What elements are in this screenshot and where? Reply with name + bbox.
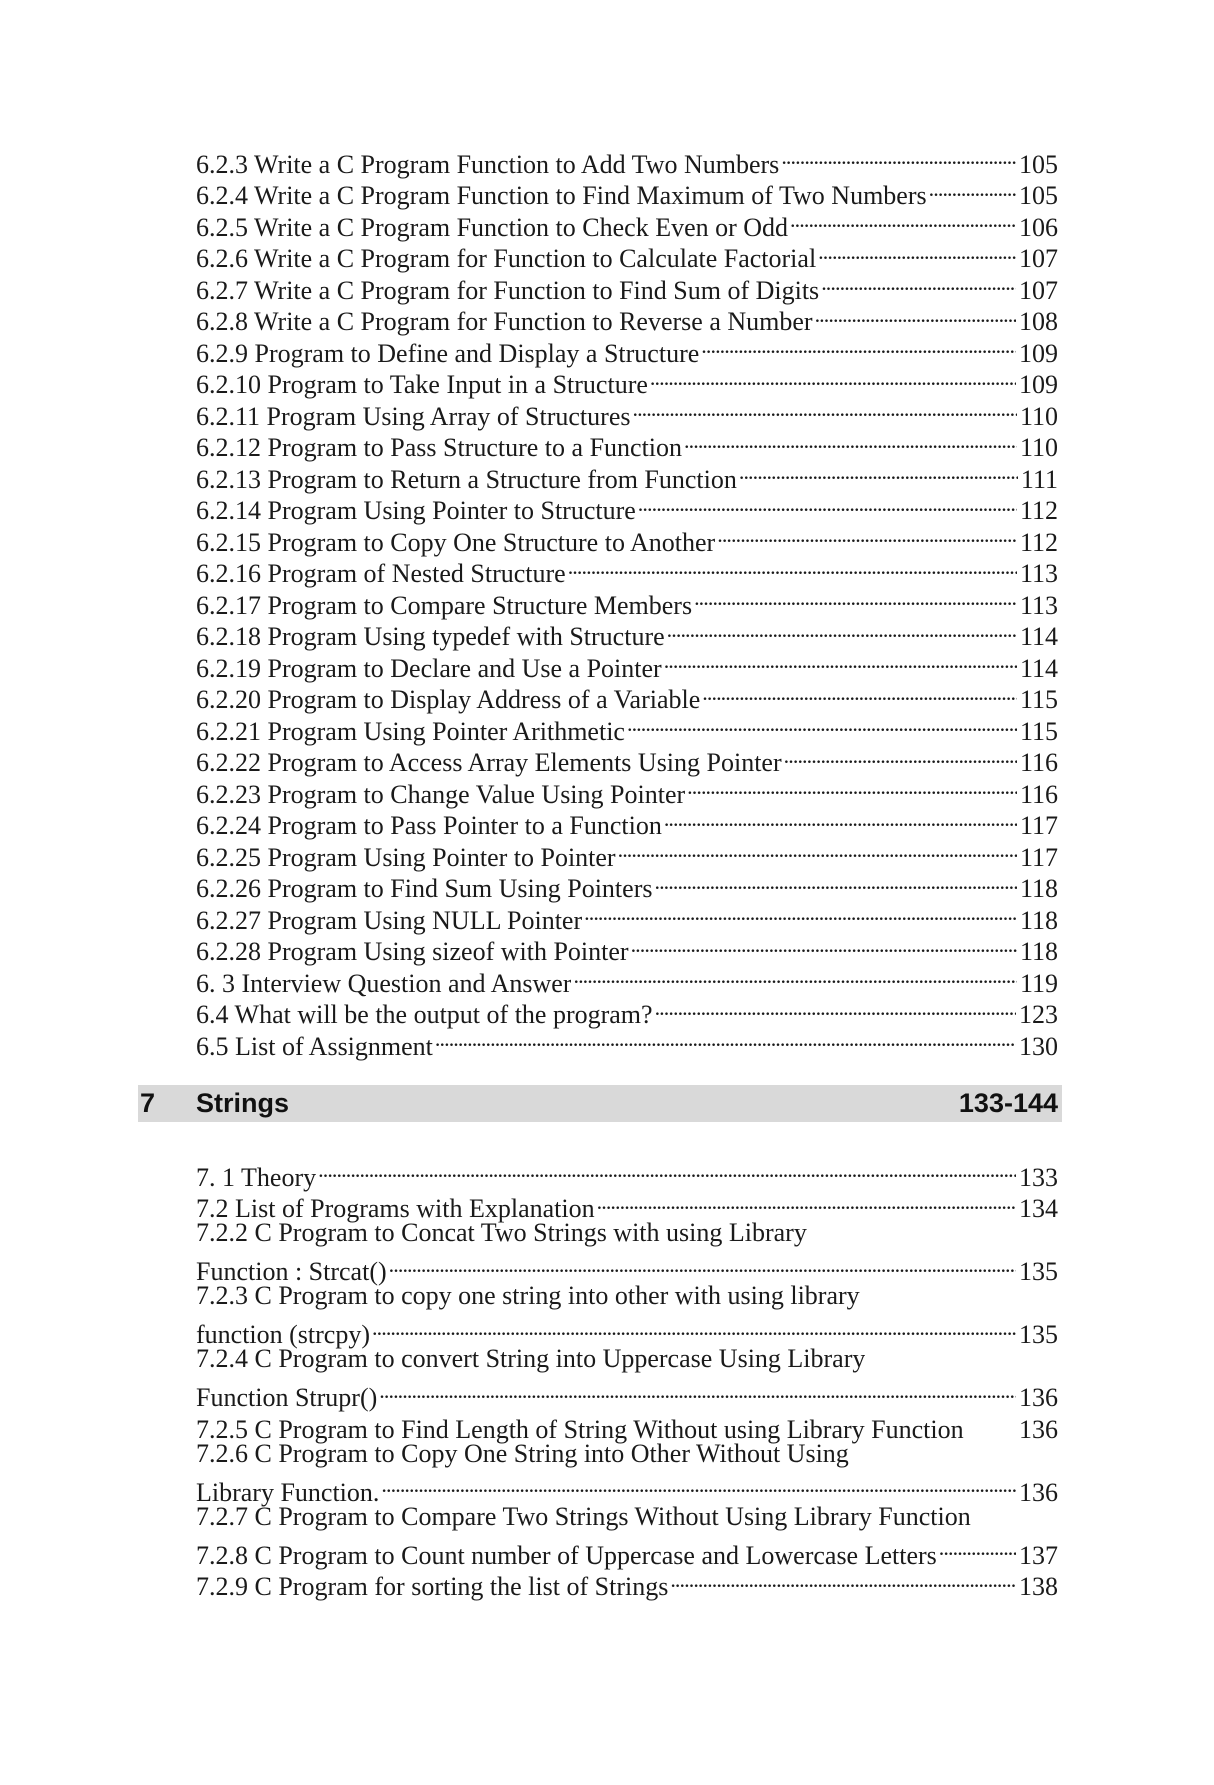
toc-entry-title: 6.2.18 Program Using typedef with Structure (196, 622, 665, 651)
toc-entry-title: 6.2.26 Program to Find Sum Using Pointers (196, 874, 653, 903)
toc-entry-title: 6.2.21 Program Using Pointer Arithmetic (196, 716, 625, 746)
toc-entry-page: 119 (1019, 968, 1058, 998)
dot-leader (618, 834, 1017, 866)
dot-leader (568, 551, 1017, 583)
toc-entry-title: 6.2.23 Program to Change Value Using Pointer (196, 779, 686, 809)
dot-leader (781, 141, 1016, 173)
toc-entry-line2[interactable] (196, 1312, 1058, 1349)
toc-entry-page: 136 (1019, 1414, 1058, 1444)
toc-entry-title: Library Function. (196, 1477, 380, 1507)
toc-entry-page: 109 (1019, 370, 1058, 399)
dot-leader (584, 897, 1017, 929)
toc-entry-title: 6.2.17 Program to Compare Structure Members (196, 590, 693, 620)
toc-entry-page: 112 (1019, 496, 1058, 525)
toc-entry-page: 135 (1019, 1257, 1058, 1286)
toc-entry[interactable] (196, 1154, 1058, 1192)
toc-entry-title: 6.2.13 Program to Return a Structure from Function (196, 464, 737, 494)
toc-entry-title: 7.2.4 C Program to convert String into Uppercase Using Library (196, 1344, 866, 1373)
toc-entry-title: 7.2.3 C Program to copy one string into other with using library (196, 1281, 860, 1310)
toc-entry-title: 7.2.6 C Program to Copy One String into Other Without Using (196, 1438, 849, 1468)
toc-entry[interactable] (196, 1501, 1058, 1533)
toc-entry-page: 136 (1019, 1477, 1058, 1507)
toc-entry-line2[interactable] (196, 1249, 1058, 1286)
toc-entry-page: 133 (1019, 1162, 1058, 1192)
chapter-heading-bar[interactable] (138, 1085, 1062, 1122)
toc-entry-page: 107 (1019, 244, 1058, 273)
toc-entry-page: 115 (1019, 716, 1058, 746)
toc-entry-page: 118 (1019, 937, 1058, 966)
toc-entry[interactable] (196, 1532, 1058, 1570)
dot-leader (929, 173, 1016, 205)
dot-leader (379, 1375, 1016, 1407)
toc-entry-page: 130 (1019, 1031, 1058, 1061)
toc-entry-title: 7.2.2 C Program to Concat Two Strings with using Library (196, 1218, 807, 1247)
toc-entry-page: 115 (1019, 685, 1058, 714)
toc-entry-title: 6.2.6 Write a C Program for Function to Calculate Factorial (196, 244, 817, 273)
dot-leader (650, 362, 1016, 394)
dot-leader (318, 1154, 1016, 1186)
toc-entry-page: 116 (1019, 748, 1058, 777)
dot-leader (667, 614, 1017, 646)
toc-entry-title: 6.2.22 Program to Access Array Elements Using Pointer (196, 748, 782, 777)
dot-leader (684, 425, 1017, 457)
toc-entry-title: 6.2.19 Program to Declare and Use a Pointer (196, 653, 662, 683)
toc-entry-title: 6.2.7 Write a C Program for Function to Find Sum of Digits (196, 275, 820, 305)
toc-entry-page: 107 (1019, 275, 1058, 305)
toc-entry-page: 106 (1019, 212, 1058, 242)
toc-entry-title: 6.2.8 Write a C Program for Function to Reverse a Number (196, 307, 813, 336)
toc-entry-title: 7.2 List of Programs with Explanation (196, 1194, 595, 1223)
chapter-number: 7 (140, 1088, 156, 1118)
toc-entry-title: function (strcpy) (196, 1320, 371, 1349)
toc-entry-page: 138 (1019, 1572, 1058, 1601)
toc-entry-page: 116 (1019, 779, 1058, 809)
dot-leader (939, 1532, 1016, 1564)
toc-entry-page: 114 (1019, 622, 1058, 651)
toc-entry-page: 136 (1019, 1383, 1058, 1412)
dot-leader (818, 236, 1016, 268)
toc-entry-title: 7. 1 Theory (196, 1162, 317, 1192)
toc-entry-page: 137 (1019, 1540, 1058, 1570)
dot-leader (627, 708, 1017, 740)
toc-entry-title: 6.4 What will be the output of the program? (196, 1000, 653, 1029)
dot-leader (664, 803, 1017, 835)
dot-leader (821, 267, 1016, 299)
toc-entry-page: 113 (1019, 590, 1058, 620)
toc-entry-page: 113 (1019, 559, 1058, 588)
dot-leader (597, 1186, 1016, 1218)
toc-entry-title: 6.2.28 Program Using sizeof with Pointer (196, 937, 629, 966)
toc-entry-page: 110 (1019, 433, 1058, 462)
toc-entry-title: 7.2.8 C Program to Count number of Uppercase and Lowercase Letters (196, 1540, 937, 1570)
toc-entry-page: 114 (1019, 653, 1058, 683)
toc-entry-title: Function Strupr() (196, 1383, 378, 1412)
toc-entry-title: 6.5 List of Assignment (196, 1031, 433, 1061)
toc-entry-page: 109 (1019, 338, 1058, 368)
dot-leader (372, 1312, 1016, 1344)
toc-entry-title: 6.2.20 Program to Display Address of a Variable (196, 685, 701, 714)
toc-entry-title: 6.2.15 Program to Copy One Structure to Another (196, 527, 716, 557)
toc-entry-page: 105 (1019, 149, 1058, 179)
dot-leader (670, 1564, 1016, 1596)
toc-entry-page: 135 (1019, 1320, 1058, 1349)
chapter-title: Strings (196, 1088, 290, 1118)
dot-leader (784, 740, 1017, 772)
toc-entry-title: Function : Strcat() (196, 1257, 387, 1286)
dot-leader (702, 677, 1017, 709)
toc-entry[interactable] (196, 141, 1058, 179)
toc-entry-title: 6.2.10 Program to Take Input in a Structure (196, 370, 648, 399)
toc-entry-line1[interactable] (196, 1280, 1058, 1312)
toc-entry-page: 134 (1019, 1194, 1058, 1223)
dot-leader (655, 992, 1016, 1024)
chapter-page-range: 133-144 (958, 1088, 1058, 1118)
toc-entry-title: 6.2.5 Write a C Program Function to Check Even or Odd (196, 212, 789, 242)
dot-leader (631, 929, 1017, 961)
toc-entry-title: 6.2.3 Write a C Program Function to Add Two Numbers (196, 149, 780, 179)
toc-entry-title: 6. 3 Interview Question and Answer (196, 968, 572, 998)
toc-entry-page: 105 (1019, 181, 1058, 210)
toc-section-6 (196, 141, 1058, 1061)
toc-entry-title: 7.2.7 C Program to Compare Two Strings Without Using Library Function (196, 1501, 971, 1531)
toc-entry-title: 6.2.12 Program to Pass Structure to a Function (196, 433, 683, 462)
toc-section-7 (196, 1154, 1058, 1601)
dot-leader (435, 1023, 1016, 1055)
toc-entry-page: 117 (1019, 811, 1058, 840)
toc-entry-page: 118 (1019, 874, 1058, 903)
toc-entry-line1[interactable] (196, 1217, 1058, 1249)
dot-leader (632, 393, 1016, 425)
toc-entry-title: 6.2.24 Program to Pass Pointer to a Function (196, 811, 662, 840)
dot-leader (664, 645, 1017, 677)
dot-leader (573, 960, 1016, 992)
dot-leader (654, 866, 1016, 898)
toc-entry-title: 6.2.11 Program Using Array of Structures (196, 401, 631, 431)
dot-leader (381, 1469, 1016, 1501)
toc-entry-line2[interactable] (196, 1375, 1058, 1412)
toc-entry-title: 7.2.9 C Program for sorting the list of Strings (196, 1572, 669, 1601)
dot-leader (638, 488, 1017, 520)
dot-leader (701, 330, 1016, 362)
dot-leader (389, 1249, 1016, 1281)
dot-leader (717, 519, 1017, 551)
toc-entry-page: 112 (1019, 527, 1058, 557)
toc-entry-page: 123 (1019, 1000, 1058, 1029)
toc-entry-page: 108 (1019, 307, 1058, 336)
dot-leader (687, 771, 1017, 803)
dot-leader (739, 456, 1018, 488)
toc-entry-line2[interactable] (196, 1469, 1058, 1507)
toc-entry-title: 6.2.25 Program Using Pointer to Pointer (196, 842, 616, 872)
dot-leader (694, 582, 1017, 614)
toc-entry-title: 6.2.27 Program Using NULL Pointer (196, 905, 583, 935)
toc-entry-line1[interactable] (196, 1343, 1058, 1375)
toc-entry[interactable] (196, 1186, 1058, 1223)
toc-entry-title: 6.2.4 Write a C Program Function to Find Maximum of Two Numbers (196, 181, 927, 210)
toc-entry-title: 6.2.16 Program of Nested Structure (196, 559, 566, 588)
toc-entry-page: 118 (1019, 905, 1058, 935)
toc-entry-title: 6.2.9 Program to Define and Display a Structure (196, 338, 700, 368)
toc-entry-page: 117 (1019, 842, 1058, 872)
toc-entry-page: 110 (1019, 401, 1058, 431)
dot-leader (790, 204, 1016, 236)
toc-entry-title: 6.2.14 Program Using Pointer to Structure (196, 496, 636, 525)
dot-leader (815, 299, 1016, 331)
toc-entry-page: 111 (1020, 464, 1058, 494)
toc-entry-title: 7.2.5 C Program to Find Length of String Without using Library Function (196, 1414, 964, 1444)
